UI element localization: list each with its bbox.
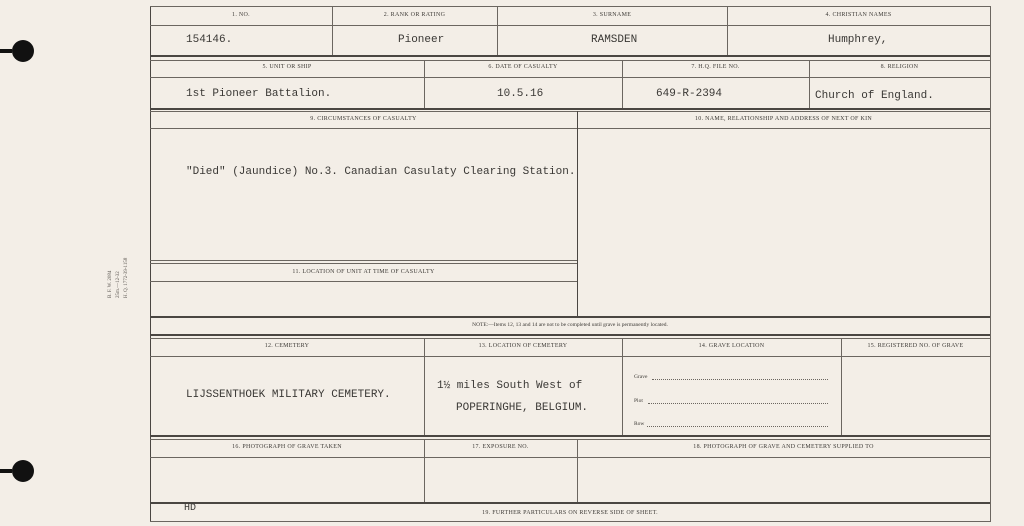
divider: [622, 338, 623, 435]
value-rank: Pioneer: [398, 34, 445, 46]
label-religion: 8. RELIGION: [880, 64, 919, 70]
row3-sub-top2: [150, 263, 577, 264]
row4-mid: [150, 356, 990, 357]
label-row: Row: [634, 421, 645, 427]
label-christian-names: 4. CHRISTIAN NAMES: [825, 12, 892, 18]
label-next-of-kin: 10. NAME, RELATIONSHIP AND ADDRESS OF NEXT OF KIN: [694, 116, 873, 122]
label-photo-supplied: 18. PHOTOGRAPH OF GRAVE AND CEMETERY SUPPLIED TO: [693, 444, 874, 450]
row4-top: [150, 338, 990, 339]
value-no: 154146.: [186, 34, 233, 46]
value-location-cemetery-line1: 1½ miles South West of: [437, 380, 583, 392]
label-cemetery: 12. CEMETERY: [264, 343, 310, 349]
row3-top: [150, 111, 990, 112]
label-grave-location: 14. GRAVE LOCATION: [698, 343, 765, 349]
value-date-casualty: 10.5.16: [497, 88, 544, 100]
divider: [424, 338, 425, 435]
row5-bottom: [150, 502, 990, 504]
note-bottom: [150, 334, 990, 336]
plot-line: [648, 403, 828, 404]
row2-mid: [150, 77, 990, 78]
row2-bottom: [150, 108, 990, 110]
row5-top: [150, 439, 990, 440]
row3-mid: [150, 128, 990, 129]
value-christian-names: Humphrey,: [828, 34, 888, 46]
label-unit: 5. UNIT OR SHIP: [262, 64, 312, 70]
label-no: 1. NO.: [232, 12, 250, 18]
value-location-cemetery-line2: POPERINGHE, BELGIUM.: [456, 402, 589, 414]
label-plot: Plot: [634, 398, 643, 404]
right-border: [990, 6, 991, 522]
label-circumstances: 9. CIRCUMSTANCES OF CASUALTY: [310, 116, 417, 122]
label-exposure: 17. EXPOSURE NO.: [472, 444, 529, 450]
punch-hole-bottom: [12, 460, 34, 482]
row3-sub-top: [150, 260, 577, 261]
row3-sub-mid: [150, 281, 577, 282]
row1-bottom: [150, 55, 990, 57]
value-hq-file: 649-R-2394: [656, 88, 723, 100]
label-photo-taken: 16. PHOTOGRAPH OF GRAVE TAKEN: [232, 444, 342, 450]
row5-mid: [150, 457, 990, 458]
note-text: NOTE:—Items 12, 13 and 14 are not to be completed until grave is permanently located.: [472, 322, 668, 328]
divider: [577, 111, 578, 316]
label-hq-file: 7. H.Q. FILE NO.: [691, 64, 740, 70]
row-line: [647, 426, 828, 427]
row1-mid: [150, 25, 990, 26]
punch-hole-top: [12, 40, 34, 62]
label-grave: Grave: [634, 374, 648, 380]
label-rank: 2. RANK OR RATING: [383, 12, 446, 18]
label-further: 19. FURTHER PARTICULARS ON REVERSE SIDE OF SHEET.: [482, 510, 658, 516]
side-stamp-line-3: H. Q. 1772-39-1158: [124, 257, 129, 298]
value-circumstances: "Died" (Jaundice) No.3. Canadian Casulaty Clearing Station.: [186, 166, 576, 178]
label-location-unit: 11. LOCATION OF UNIT AT TIME OF CASUALTY: [292, 269, 435, 275]
side-stamp-line-1: B. F. W. 2084: [108, 270, 113, 298]
label-location-cemetery: 13. LOCATION OF CEMETERY: [478, 343, 568, 349]
label-surname: 3. SURNAME: [592, 12, 632, 18]
divider: [841, 338, 842, 435]
value-cemetery: LIJSSENTHOEK MILITARY CEMETERY.: [186, 389, 391, 401]
row3-bottom: [150, 316, 990, 318]
value-surname: RAMSDEN: [591, 34, 638, 46]
label-registered-no: 15. REGISTERED NO. OF GRAVE: [867, 343, 964, 349]
row1-top: [150, 6, 990, 7]
row2-top: [150, 60, 990, 61]
value-religion: Church of England.: [815, 90, 934, 102]
side-stamp-line-2: 25m.—12-32: [116, 271, 121, 298]
grave-line: [652, 379, 828, 380]
label-date-casualty: 6. DATE OF CASUALTY: [488, 64, 558, 70]
value-unit: 1st Pioneer Battalion.: [186, 88, 332, 100]
value-initials: HD: [184, 503, 197, 514]
row4-bottom: [150, 435, 990, 437]
side-stamp: [108, 228, 148, 298]
row6-bottom: [150, 521, 990, 522]
